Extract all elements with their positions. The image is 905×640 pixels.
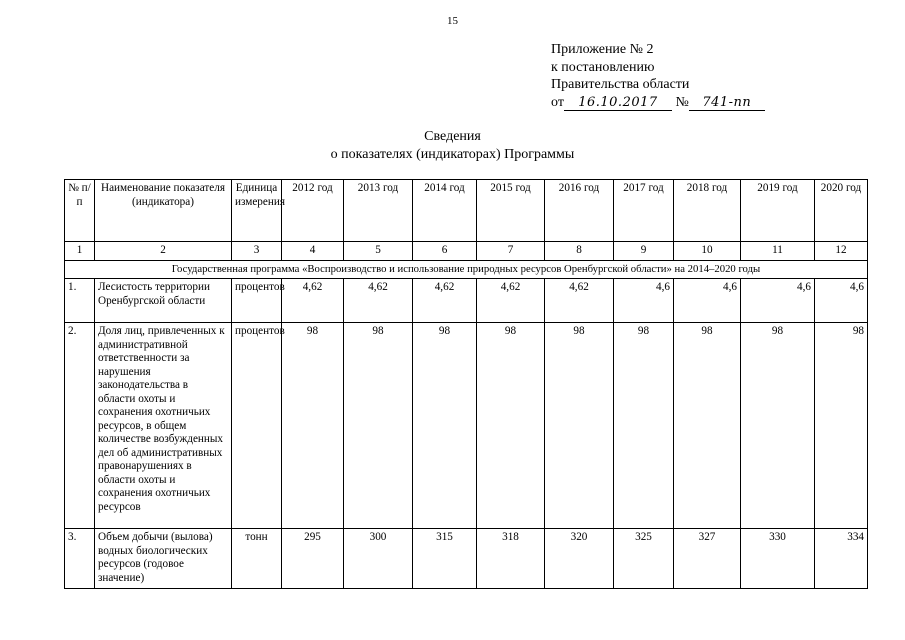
header-cell: 2013 год (344, 180, 413, 242)
column-number: 11 (741, 242, 815, 261)
value-cell: 98 (344, 323, 413, 529)
row-number: 1. (65, 279, 95, 323)
value-cell: 330 (741, 529, 815, 589)
column-number: 12 (815, 242, 868, 261)
value-cell: 98 (674, 323, 741, 529)
value-cell: 327 (674, 529, 741, 589)
appendix-date-line (551, 94, 765, 112)
value-cell: 318 (477, 529, 545, 589)
column-number: 5 (344, 242, 413, 261)
header-cell: 2019 год (741, 180, 815, 242)
header-cell: № п/п (65, 180, 95, 242)
value-cell: 4,6 (674, 279, 741, 323)
value-cell: 334 (815, 529, 868, 589)
header-cell: 2016 год (545, 180, 614, 242)
value-cell: 4,62 (477, 279, 545, 323)
value-cell: 315 (413, 529, 477, 589)
value-cell: 4,62 (413, 279, 477, 323)
appendix-block (551, 41, 765, 111)
value-cell: 325 (614, 529, 674, 589)
header-cell: 2017 год (614, 180, 674, 242)
row-number: 2. (65, 323, 95, 529)
column-number-row (65, 242, 868, 261)
column-number: 10 (674, 242, 741, 261)
decree-date: 16.10.2017 (564, 96, 672, 111)
value-cell: 98 (741, 323, 815, 529)
row-number: 3. (65, 529, 95, 589)
table-row (65, 529, 868, 589)
unit-cell: процентов (232, 323, 282, 529)
column-number: 2 (95, 242, 232, 261)
value-cell: 4,6 (614, 279, 674, 323)
header-cell: 2018 год (674, 180, 741, 242)
value-cell: 98 (413, 323, 477, 529)
value-cell: 4,62 (282, 279, 344, 323)
program-row (65, 260, 868, 279)
value-cell: 4,62 (344, 279, 413, 323)
header-cell: 2012 год (282, 180, 344, 242)
column-number: 1 (65, 242, 95, 261)
value-cell: 300 (344, 529, 413, 589)
value-cell: 98 (545, 323, 614, 529)
column-number: 4 (282, 242, 344, 261)
page-number: 15 (447, 15, 458, 27)
appendix-government: Правительства области (551, 77, 690, 92)
header-cell: Единица измерения (232, 180, 282, 242)
table-row (65, 323, 868, 529)
header-cell: 2014 год (413, 180, 477, 242)
header-cell: 2020 год (815, 180, 868, 242)
value-cell: 320 (545, 529, 614, 589)
column-number: 7 (477, 242, 545, 261)
column-number: 9 (614, 242, 674, 261)
value-cell: 4,6 (815, 279, 868, 323)
column-number: 3 (232, 242, 282, 261)
value-cell: 4,62 (545, 279, 614, 323)
column-number: 8 (545, 242, 614, 261)
appendix-title: Приложение № 2 (551, 42, 654, 57)
decree-number: 741-пп (689, 96, 765, 111)
indicators-table (64, 179, 868, 589)
header-row (65, 180, 868, 242)
table-row (65, 279, 868, 323)
date-prefix: от (551, 94, 564, 110)
value-cell: 295 (282, 529, 344, 589)
header-cell: 2015 год (477, 180, 545, 242)
program-title: Государственная программа «Воспроизводство и использование природных ресурсов Оренбургской области» на 2014–2020 годы (65, 260, 868, 279)
value-cell: 98 (614, 323, 674, 529)
title-line-2: о показателях (индикаторах) Программы (330, 147, 575, 162)
number-prefix: № (675, 94, 689, 110)
document-title (0, 128, 905, 164)
indicator-name: Объем добычи (вылова) водных биологических ресурсов (годовое значение) (95, 529, 232, 589)
value-cell: 98 (477, 323, 545, 529)
header-cell: Наименование показателя (индикатора) (95, 180, 232, 242)
value-cell: 98 (282, 323, 344, 529)
unit-cell: процентов (232, 279, 282, 323)
column-number: 6 (413, 242, 477, 261)
indicator-name: Доля лиц, привлеченных к административной ответственности за нарушения законодательства в области охоты и сохранения охотничьих ресурсов, в общем количестве возбужденных дел об административных правонарушениях в области охоты и сохранения охотничьих ресурсов (95, 323, 232, 529)
title-line-1: Сведения (424, 129, 481, 144)
indicator-name: Лесистость территории Оренбургской области (95, 279, 232, 323)
value-cell: 98 (815, 323, 868, 529)
unit-cell: тонн (232, 529, 282, 589)
appendix-resolution: к постановлению (551, 59, 655, 75)
value-cell: 4,6 (741, 279, 815, 323)
